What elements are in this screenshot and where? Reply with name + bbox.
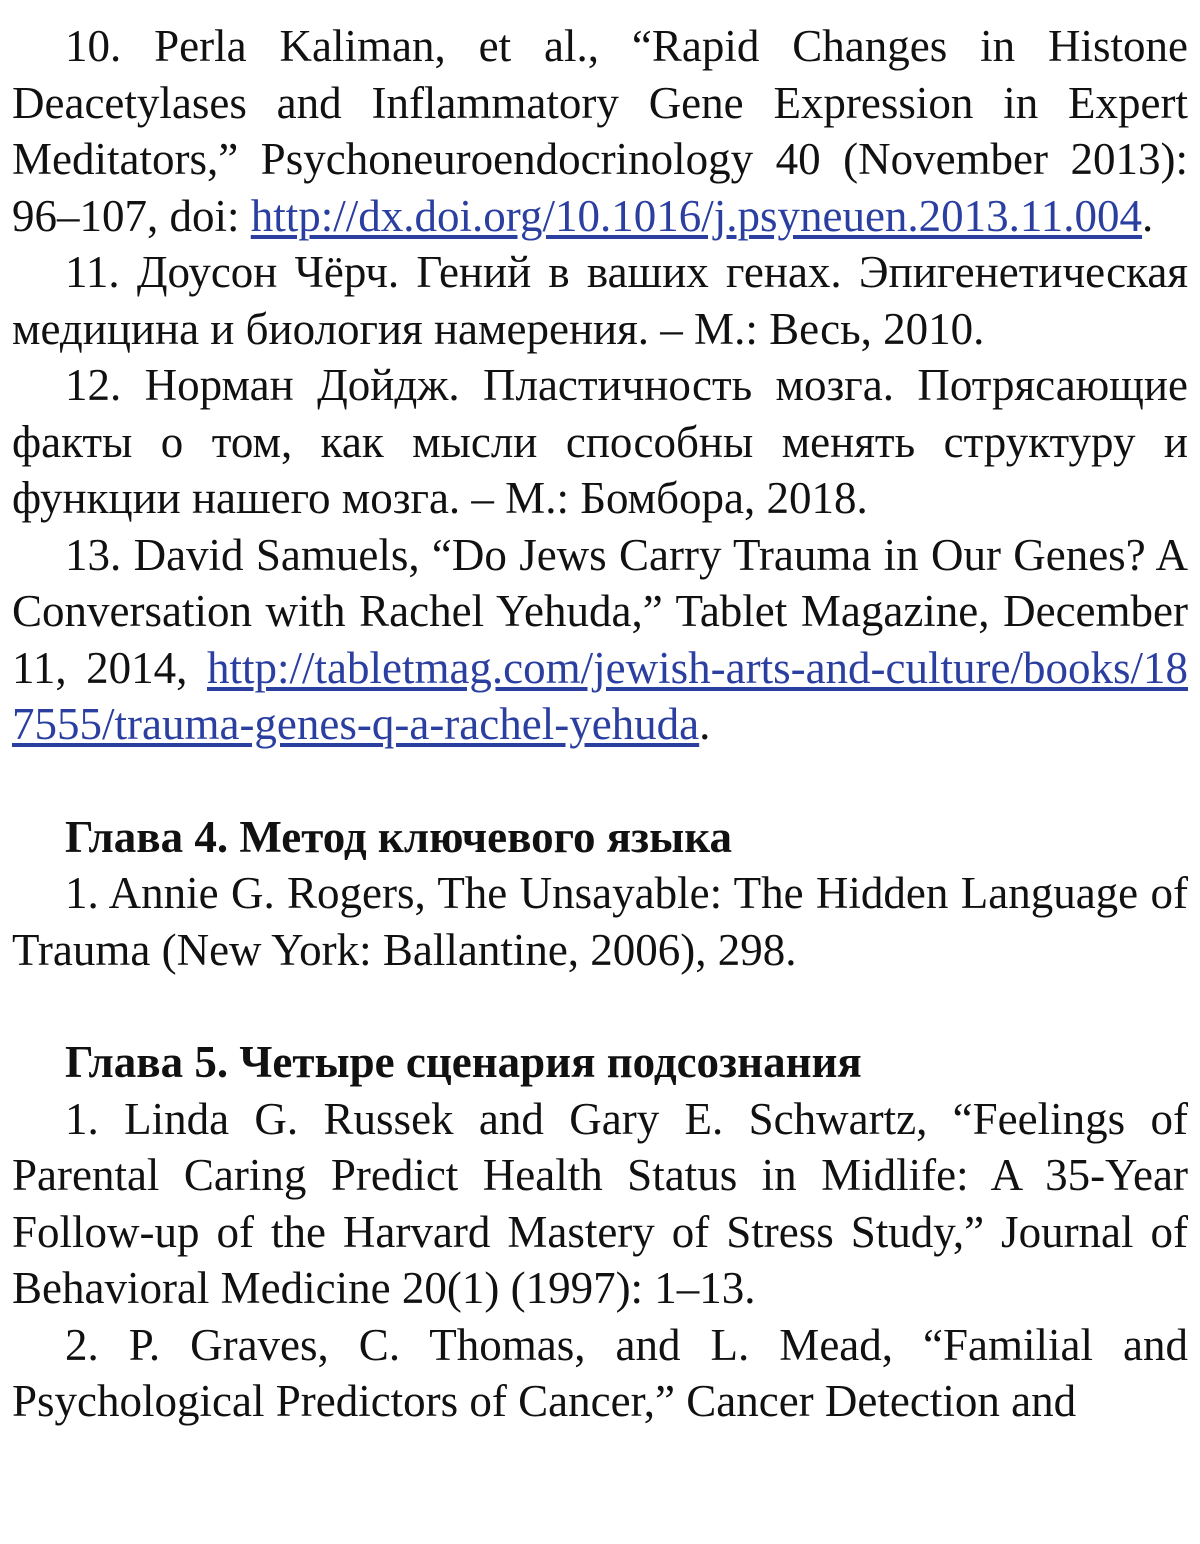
doi-link[interactable]: http://dx.doi.org/10.1016/j.psyneuen.2013.11.004 <box>250 190 1142 241</box>
note-13 <box>12 527 1188 753</box>
chapter-5-note-1 <box>12 1091 1188 1317</box>
note-text-end: . <box>1142 190 1154 241</box>
chapter-5-note-2 <box>12 1317 1188 1430</box>
note-text: 1. Annie G. Rogers, The Unsayable: The Hidden Language of Trauma (New York: Ballantine, 2006), 298. <box>12 868 1188 975</box>
document-page <box>12 18 1188 1430</box>
chapter-4-note-1 <box>12 865 1188 978</box>
note-10 <box>12 18 1188 244</box>
note-text: 13. David Samuels, “Do Jews Carry Trauma in Our Genes? A Conversation with Rachel Yehuda,” Tablet Magazine, December 11, 2014, <box>12 529 1188 693</box>
note-text: 2. P. Graves, C. Thomas, and L. Mead, “Familial and Psychological Predictors of Cancer,” Cancer Detection and <box>12 1319 1188 1426</box>
section-gap <box>12 753 1188 809</box>
note-11 <box>12 244 1188 357</box>
chapter-5-heading: Глава 5. Четыре сценария подсознания <box>65 1037 862 1087</box>
note-12 <box>12 357 1188 527</box>
tablet-magazine-link[interactable]: http://tabletmag.com/jewish-arts-and-culture/books/187555/trauma-genes-q-a-rachel-yehuda <box>12 642 1188 749</box>
chapter-4-heading: Глава 4. Метод ключевого языка <box>65 811 733 862</box>
section-gap <box>12 978 1188 1034</box>
note-text: 1. Linda G. Russek and Gary E. Schwartz, “Feelings of Parental Caring Predict Health Status in Midlife: A 35-Year Follow-up of the Harvard Mastery of Stress Study,” Journal of Behavioral Medicine 20(1) (1997): 1–13. <box>12 1093 1188 1313</box>
note-text-end: . <box>699 699 711 749</box>
note-text: 10. Perla Kaliman, et al., “Rapid Changes in Histone Deacetylases and Inflammatory Gene Expression in Expert Meditators,” Psychoneuroendocrinology 40 (November 2013): 96–107, doi: <box>12 21 1188 241</box>
note-text: 12. Норман Дойдж. Пластичность мозга. Потрясающие факты о том, как мысли способны менять структуру и функции нашего мозга. – М.: Бомбора, 2018. <box>12 360 1188 523</box>
note-text: 11. Доусон Чёрч. Гений в ваших генах. Эпигенетическая медицина и биология намерения. – М.: Весь, 2010. <box>12 247 1188 354</box>
